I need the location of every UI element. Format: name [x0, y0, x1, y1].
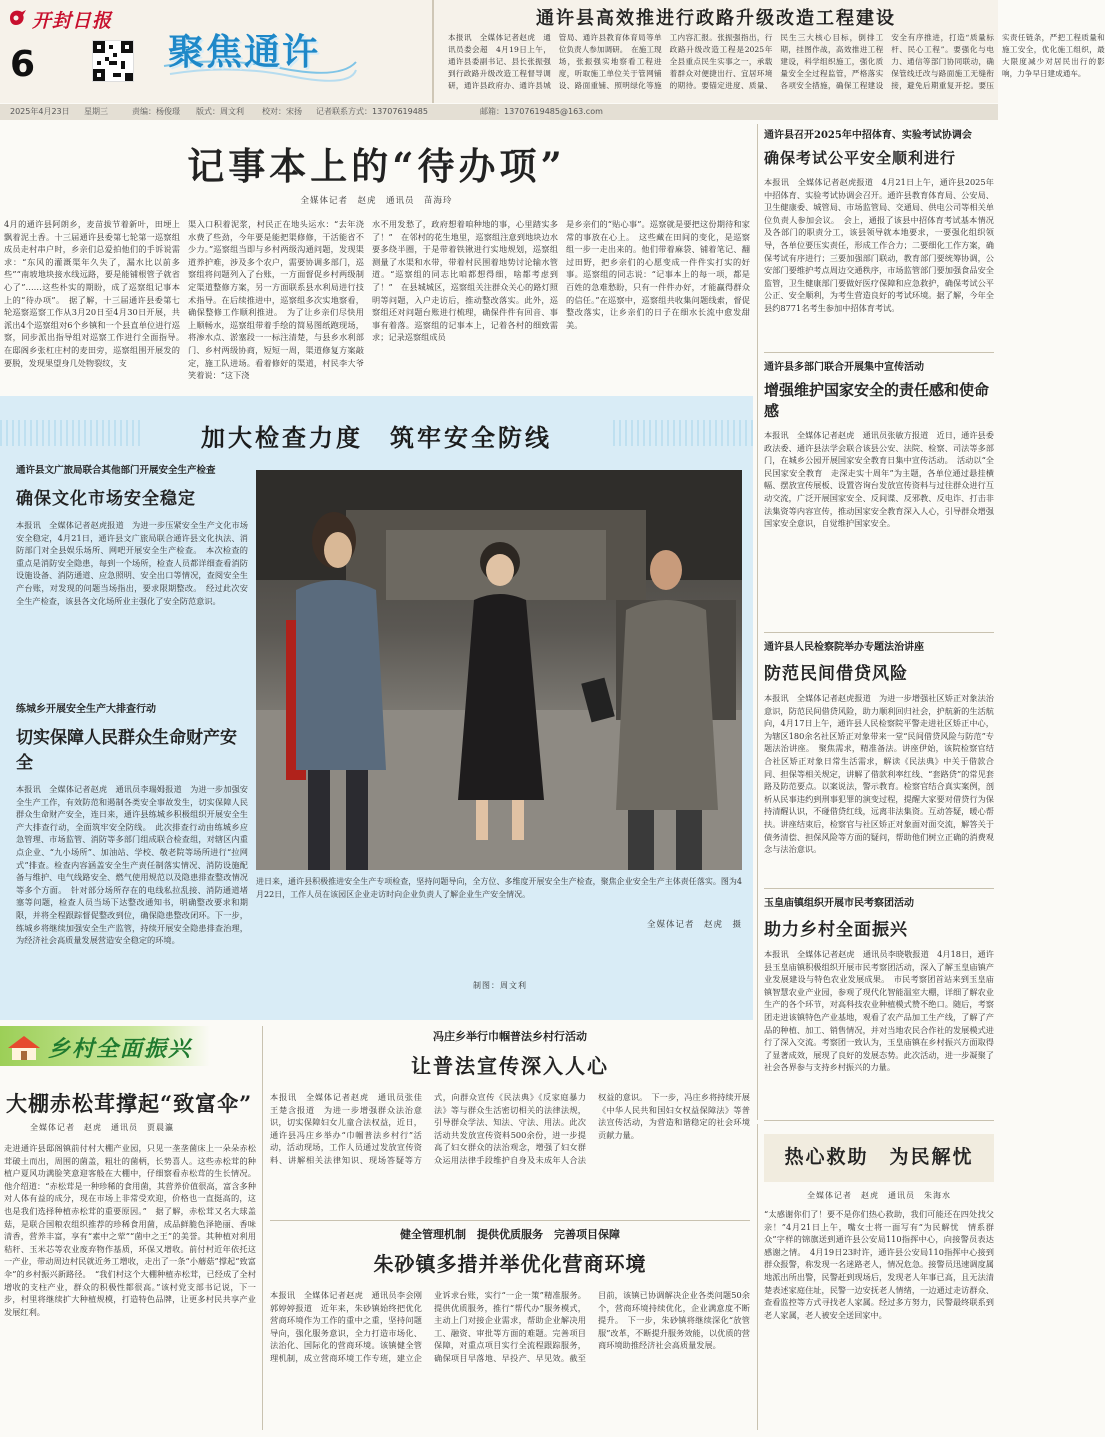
masthead	[0, 0, 1105, 103]
farmhouse-icon	[6, 1034, 42, 1060]
issue-date: 2025年4月23日	[10, 107, 70, 116]
business-article	[270, 1224, 750, 1430]
qr-code	[92, 40, 134, 82]
photo-credit: 全媒体记者 赵虎 摄	[646, 920, 742, 930]
section-title: 聚焦通许	[168, 32, 321, 73]
culture-text: 本报讯 全媒体记者赵虎报道 为进一步压紧安全生产文化市场安全稳定，4月21日，通许县文广旅局联合通许县文化执法、消防部门对全县娱乐场所、网吧开展安全生产检查。 本次检查的重点是消防安全隐患，每到一个场所，检查人员都详细查看消防设施设备、消防通道、应急照明、安全出口等情况，查阅安全生产台账，对发现的问题当场指出，要求限期整改。 经过此次安全生产检查，该县各文化场所业主强化了安全防范意识。	[16, 520, 248, 606]
right-article-exam	[764, 126, 994, 346]
photo-caption: 进日来，通许县积极推进安全生产专项检查，坚持问题导向，全方位、多维度开展安全生产检查，聚焦企业安全生产主体责任落实。图为4月22日，工作人员在该园区企业走访时向企业负责人了解企业生产安全情况。	[256, 877, 742, 899]
rescue-byline: 全媒体记者 赵虎 通讯员 朱海水	[807, 1191, 951, 1200]
liancheng-kicker: 练城乡开展安全生产大排查行动	[16, 704, 156, 715]
qr-code-icon	[93, 41, 133, 81]
top-story-text: 本报讯 全媒体记者赵虎 通讯员娄会超 4月19日上午，通许县委副书记、县长张振强到行政路升级改造工程督导调研，通许县政府办、通许县城管局、通许县教育体育局等单位负责人参加调研。 在施工现场，张振强实地察看工程进度，听取施工单位关于管网铺设、路面重铺、照明绿化等施工内容汇报。张振强指出，行政路升级改造工程是2025年全县重点民生实事之一，承载着群众对便捷出行、宜居环境的期待。要锚定进度、质量、民生三大核心目标，倒排工期，挂图作战，高效推进工程建设，科学组织施工，强化质量安全全过程监管，严格落实各项安全措施，确保工程建设安全有序推进，打造“质量标杆、民心工程”。要强化与电力、通信等部门协同联动，确保管线迁改与路面施工无缝衔接，避免后期重复开挖。要压实责任链条，严把工程质量和施工安全，优化施工组织，最大限度减少对居民出行的影响，力争早日建成通车。	[448, 33, 1105, 90]
newspaper-logo	[8, 6, 158, 32]
designer-credit: 版式：周文利	[196, 107, 244, 116]
designer-credit-band: 制图：周文利	[473, 981, 527, 990]
band-headline: 加大检查力度 筑牢安全防线	[201, 424, 552, 452]
logo-text: 开封日报	[32, 10, 113, 32]
rural-banner	[0, 1026, 210, 1066]
legal-kicker: 冯庄乡举行巾帼普法乡村行活动	[433, 1030, 587, 1043]
contact-info: 记者联系方式：13707619485	[316, 107, 428, 116]
lending-headline: 防范民间借贷风险	[764, 664, 908, 684]
top-story-headline: 通许县高效推进行政路升级改造工程建设	[536, 8, 896, 29]
inspection-photo	[256, 470, 742, 870]
culture-kicker: 通许县文广旅局联合其他部门开展安全生产检查	[16, 465, 216, 476]
rural-section	[0, 1026, 260, 1426]
business-text: 本报讯 全媒体记者赵虎 通讯员李会刚 郭婷婷报道 近年来，朱砂镇始终把优化营商环境作为工作的重中之重，坚持问题导向，强化服务意识，全力打造市场化、法治化、国际化的营商环境。该镇健全管理机制，成立营商环境工作专班，建立企业诉求台账，实行“一企一策”精准服务。提供优质服务，推行“帮代办”服务模式，主动上门对接企业需求，帮助企业解决用工、融资、审批等方面的难题。完善项目保障，对重点项目实行全流程跟踪服务，确保项目早落地、早投产、早见效。截至目前，该镇已协调解决企业各类问题50余个，营商环境持续优化，企业满意度不断提升。 下一步，朱砂镇将继续深化“放管服”改革，不断提升服务效能，以优质的营商环境助推经济社会高质量发展。	[270, 1290, 750, 1363]
section-title-block	[160, 16, 360, 82]
proofreader-credit: 校对：宋扬	[262, 107, 302, 116]
rural-banner-title: 乡村全面振兴	[48, 1037, 193, 1062]
legal-article	[270, 1026, 750, 1216]
security-headline: 增强维护国家安全的责任感和使命感	[764, 381, 990, 420]
right-article-rural-tour	[764, 894, 994, 1116]
right-column-divider	[757, 124, 758, 1120]
lending-kicker: 通许县人民检察院举办专题法治讲座	[764, 642, 924, 653]
lead-column-4: 是乡亲们的“贴心事”。巡察就是要把这份期待和家常的事放在心上。 这些藏在田间的变化，是巡察组一步一走出来的。他们带着麻袋、铺着笔记、翻过田野，把乡亲们的心愿变成一件件实打实的好事。巡察组的同志说：“记事本上的每一项，都是百姓的急难愁盼，只有一件件办好，才能赢得群众的信任。”在巡察中，巡察组共收集问题线索，督促整改落实，让乡亲们的日子在细水长流中愈发甜美。	[566, 219, 750, 330]
lending-text: 本报讯 全媒体记者赵虎报道 为进一步增强社区矫正对象法治意识，防范民间借贷风险，助力顺利回归社会，护航新的生活航向，4月17日上午，通许县人民检察院平警走进社区矫正中心，为辖区180余名社区矫正对象带来一堂“民间借贷风险与防范”专题法治讲座。 聚焦需求，精准备法。讲座伊始，该院检察官结合社区矫正对象日常生活需求，解读《民法典》中关于借款合同、担保等相关规定，讲解了借款利率红线、“套路贷”的常见套路及防范要点。以案说法，警示教育。检察官结合真实案例，剖析从民事违约到刑事犯罪的演变过程，提醒大家要对借贷行为保持清醒认识，不碰借贷红线，远离非法集资。互动答疑，暖心帮扶。讲座结束后，检察官与社区矫正对象面对面交流，解答关于债务清偿、担保风险等方面的疑问，帮助他们树立正确的消费观念与法治意识。	[764, 693, 994, 855]
rural-text: 走进通许县邸阁镇前付村大棚产业园，只见一垄垄菌床上一朵朵赤松茸破土而出，周围的菌盖，粗壮的菌柄，长势喜人。这些赤松茸的种植户夏风功满脸笑意迎客般在大棚中，仔细察看赤松茸的生长情况。他介绍道：“赤松茸是一种珍稀的食用菌，其营养价值很高，富含多种对人体有益的成分，现在市场上非常受欢迎，价格也一直挺高的，这也是我们选择种植赤松茸的重要原因。” 据了解，赤松茸又名大球盖菇，是联合国粮农组织推荐的珍稀食用菌，成品鲜脆色泽艳丽、香味清香，营养丰富，享有“素中之荤”“菌中之王”的美誉。其种植对利用秸秆、玉米芯等农业废弃物作基质，环保又增收。前付村近年依托这一产业，带动周边村民就近务工增收，走出了一条“小蘑菇”撑起“致富伞”的乡村振兴新路径。 “我们村这个大棚种植赤松茸，已经成了全村增收的支柱产业，群众的积极性都很高。”该村党支部书记说，下一步，村里将继续扩大种植规模，打造特色品牌，让更多村民共享产业发展红利。	[4, 1143, 256, 1317]
rescue-text: “太感谢你们了！要不是你们热心救助，我们可能还在四处找父亲！”4月21日上午，嘴女士将一面写有“为民解忧 情系群众”字样的锦旗送到通许县公安局110指挥中心，向接警员表达感谢之情。 4月19日23时许，通许县公安局110指挥中心接到群众报警，称发现一名迷路老人，情况危急。接警员迅速调度属地派出所出警，民警赶到现场后，发现老人年事已高，且无法清楚表述家庭住址，民警一边安抚老人情绪，一边通过走访群众、查看监控等方式寻找老人家属。经过多方努力，民警最终联系到老人家属，老人被安全送回家中。	[764, 1209, 994, 1320]
page-number: 6	[10, 44, 36, 85]
legal-text: 本报讯 全媒体记者赵虎 通讯员张佳 王楚含报道 为进一步增强群众法治意识，切实保障妇女儿童合法权益，近日，通许县冯庄乡举办“巾帼普法乡村行”活动，活动现场，工作人员通过发放宣传资料、讲解相关法律知识、现场答疑等方式，向群众宣传《民法典》《反家庭暴力法》等与群众生活密切相关的法律法规，引导群众学法、知法、守法、用法。此次活动共发放宣传资料500余份，进一步提高了妇女群众的法治观念，增强了妇女群众运用法律手段维护自身及未成年人合法权益的意识。 下一步，冯庄乡将持续开展《中华人民共和国妇女权益保障法》等普法宣传活动，为营造和谐稳定的社会环境贡献力量。	[270, 1092, 750, 1165]
culture-article	[16, 462, 248, 692]
lead-byline: 全媒体记者 赵虎 通讯员 苗海玲	[300, 196, 453, 206]
lead-headline: 记事本上的“待办项”	[187, 144, 566, 188]
right-article-lending	[764, 638, 994, 882]
lead-story	[0, 124, 753, 392]
lead-column-1: 4月的通许县阿朗乡，麦苗拔节着新叶，田埂上飘着泥土香。十三届通许县委第七轮第一巡察组成员走村串户时，乡亲们总爱拍他们的手诉说需求：“东风的灌溉渠年久失了，漏水比以前多些”“南坡地块接水线远路，要是能铺根管子就省心了”……这些朴实的期盼，成了巡察组记事本上的“待办项”。 据了解，十三届通许县委第七轮巡察巡察工作从3月20日至4月30日开展，共派出4个巡察组对6个乡镇和一个县直单位进行巡察，同步派出指导组对巡察工作进行全面指导。 在邸阁乡张杠庄村的麦田旁，巡察组围开展发的要脱，发现果望身几处物裂纹，支	[4, 219, 189, 368]
rescue-article	[764, 1126, 994, 1430]
tour-kicker: 玉皇庙镇组织开展市民考察团活动	[764, 898, 914, 909]
lianchengxiang-article	[16, 700, 248, 1010]
culture-headline: 确保文化市场安全稳定	[16, 489, 196, 509]
exam-headline: 确保考试公平安全顺利进行	[764, 149, 957, 167]
exam-kicker: 通许县召开2025年中招体育、实验考试协调会	[764, 130, 972, 141]
lead-column-3: 水不用发愁了，政府想着咱种地的事，心里踏实多了！” 在邻村的花生地里，巡察组注意到地块边水要多绕半圈，于是带着铁锹进行实地规划，巡察组测量了水渠和水带，带着村民围着地势讨论输水管道。“巡察组的同志比咱都想得细，啥都考虑到了！” 在县城城区，巡察组关注群众关心的路灯照明等问题，入户走访后，推动整改落实。此外，巡察组还对问题台账进行梳理，确保件件有回音、事事有着落。巡察组的记事本上，记着各村的细致需求；记录巡察组成员	[372, 219, 558, 343]
lead-column-2: 渠入口积着泥浆，村民正在地头运水：“去年浇水费了些劲，今年要是能把渠修修，干活能省不少力。”巡察组当即与乡村两级沟通问题，发现渠道养护难，涉及多个农户，需要协调多部门，巡察组将问题列入了台账，一方面督促乡村两级制定渠道整修方案，另一方面联系县水利局进行技术指导。在后续推进中，巡察组多次实地察看，确保整修工作顺利推进。 为了让乡亲们尽快用上顺畅水，巡察组带着手绘的简易图纸跑现场，将渗水点、淤塞段一一标注清楚，与县乡水利部门、乡村两级协商，短短一周，渠道修复方案敲定，施工队进场。看着修好的渠道，村民李大爷笑着说：“这下浇	[188, 219, 364, 381]
business-headline: 朱砂镇多措并举优化营商环境	[373, 1252, 647, 1276]
issue-weekday: 星期三	[84, 107, 108, 116]
security-kicker: 通许县多部门联合开展集中宣传活动	[764, 362, 924, 373]
masthead-divider	[432, 0, 434, 103]
tour-headline: 助力乡村全面振兴	[764, 920, 908, 940]
business-kicker: 健全管理机制 提供优质服务 完善项目保障	[400, 1228, 620, 1241]
security-text: 本报讯 全媒体记者赵虎 通讯员张敏方报道 近日，通许县委政法委、通许县法学会联合该县公安、法院、检察、司法等多部门，在城乡公园开展国家安全教育日集中宣传活动。 活动以“全民国家安全教育 走深走实十周年”为主题，各单位通过悬挂横幅、摆放宣传展板、设置咨询台发放宣传资料与过往群众进行互动交流，广泛开展国家安全、反间谍、反邪教、反电诈、打击非法集资等内容宣传，推动国家安全教育深入人心，引导群众增强国家安全意识，自觉维护国家安全。	[764, 430, 994, 529]
legal-headline: 让普法宣传深入人心	[411, 1054, 609, 1078]
feature-band	[0, 396, 753, 1020]
rescue-headline: 热心救助 为民解忧	[784, 1146, 974, 1168]
liancheng-headline: 切实保障人民群众生命财产安全	[16, 728, 237, 773]
editor-credit: 责编：杨俊璟	[132, 107, 180, 116]
info-bar	[0, 104, 998, 120]
tour-text: 本报讯 全媒体记者赵虎 通讯员李晓敬报道 4月18日，通许县玉皇庙镇积极组织开展市民考察团活动，深入了解玉皇庙镇产业发展建设与特色农业发展成果。 市民考察团首站来到玉皇庙镇智慧农业产业园，参观了现代化智能温室大棚，详细了解农业生产的各个环节，对高科技农业种植模式赞不绝口。随后，考察团走进该镇特色产业基地，观看了农产品加工生产线，了解了产品的种植、加工、销售情况，并对当地农民合作社的发展模式进行了深入交流。考察团一致认为，玉皇庙镇在乡村振兴方面取得了显著成效，展现了良好的发展态势。此次活动，进一步凝聚了社会各界参与支持乡村振兴的力量。	[764, 949, 994, 1073]
email-info: 邮箱：13707619485@163.com	[480, 107, 603, 116]
rural-headline: 大棚赤松茸撑起“致富伞”	[6, 1091, 253, 1116]
exam-text: 本报讯 全媒体记者赵虎报道 4月21日上午，通许县2025年中招体育、实验考试协调会召开。通许县教育体育局、公安局、卫生健康委、城管局、市场监管局、交通局、供电公司等相关单位负责人参加会议。 会上，通报了该县中招体育考试基本情况及各部门的职责分工，该县领导就本地要求，一要强化组织领导，各单位要压实责任，形成工作合力；二要细化工作方案，确保考试有序进行；三要加强部门联动，教育部门要统筹协调，公安部门要维护考点周边交通秩序，市场监管部门要加强食品安全监管，卫生健康部门要做好医疗保障和应急救护，确保考试公平公正、安全顺利，为考生营造良好的考试环境。据了解，今年全县约8771名考生参加中招体育考试。	[764, 177, 994, 313]
logo-emblem-icon	[8, 8, 28, 28]
rural-byline: 全媒体记者 赵虎 通讯员 贾晨瀛	[30, 1123, 174, 1132]
inspection-photo-illustration	[256, 470, 742, 870]
right-article-security	[764, 358, 994, 626]
liancheng-text: 本报讯 全媒体记者赵虎 通讯员李瑞姆报道 为进一步加强安全生产工作，有效防范和遏制各类安全事故发生，切实保障人民群众生命财产安全，连日来，通许县练城乡积极组织开展安全生产大排查行动，全面筑牢安全防线。 此次排查行动由练城乡应急管理、市场监管、消防等多部门组成联合检查组，对辖区内重点企业、“九小场所”、加油站、学校、敬老院等场所进行“拉网式”排查。检查内容涵盖安全生产责任制落实情况、消防设施配备与维护、电气线路安全、燃气使用规范以及隐患排查整改情况等多个方面。 针对部分场所存在的电线私拉乱接、消防通道堵塞等问题，检查人员当场下达整改通知书，明确整改要求和期限，并将全程跟踪督促整改到位，确保隐患整改闭环。下一步，练城乡将继续加强安全生产监管，持续开展安全隐患排查治理，为经济社会高质量发展营造安全稳定的环境。	[16, 784, 248, 946]
